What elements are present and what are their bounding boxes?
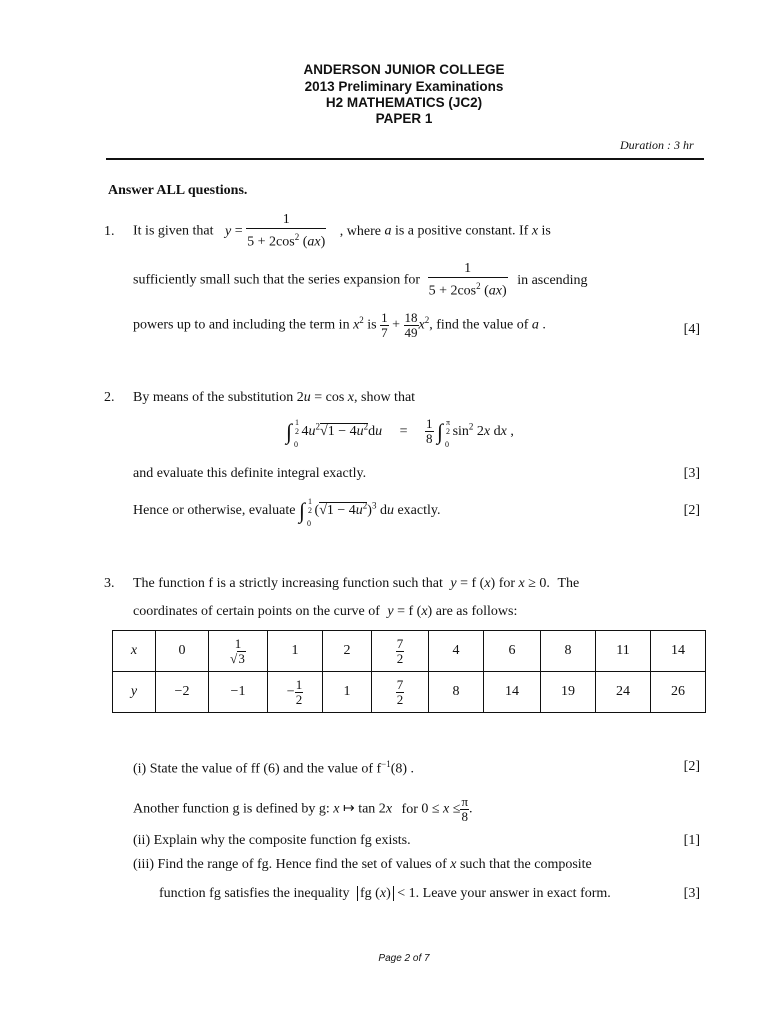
q2-line4: Hence or otherwise, evaluate ∫ 1 2 0 $(√1 - 4u^2)^3$ du exactly.	[133, 497, 441, 528]
table-cell: 14	[651, 631, 706, 672]
table-cell: −1	[209, 672, 268, 713]
q3-line1: The function f is a strictly increasing function such that y = f (x) for x ≥ 0. The	[133, 576, 580, 591]
q3-part-iii: (iii) Find the range of fg. Hence find the set of values of x such that the composite	[133, 857, 592, 872]
page-footer: Page 2 of 7	[378, 953, 430, 964]
q3-number: 3.	[104, 576, 115, 591]
q3-part-ii-mark: [1]	[683, 833, 700, 848]
table-cell: 24	[596, 672, 651, 713]
q1-line2: sufficiently small such that the series expansion for $\frac{1}{5 + 2\cos^2 (ax)}$ in ascending	[133, 261, 588, 299]
exam-title: 2013 Preliminary Examinations	[304, 79, 504, 94]
table-cell: 26	[651, 672, 706, 713]
q3-part-i-mark: [2]	[683, 759, 700, 774]
q1-line1: It is given that y = $\frac{1}{5 + 2\cos^2 (ax)}$ , where a is a positive constant. If x is	[133, 212, 551, 250]
q1-fraction-2: $\frac{1}{5 + 2\cos^2 (ax)}$	[428, 261, 507, 299]
q3-part-ii: (ii) Explain why the composite function fg exists.	[133, 833, 411, 848]
q2-line1: By means of the substitution 2u = cos x, show that	[133, 390, 416, 405]
table-cell: 8	[429, 672, 484, 713]
table-cell: 1	[323, 672, 372, 713]
table-cell: 14	[484, 672, 541, 713]
school-name: ANDERSON JUNIOR COLLEGE	[303, 62, 505, 77]
table-cell: 4	[429, 631, 484, 672]
table-cell: 1	[268, 631, 323, 672]
q2-number: 2.	[104, 390, 115, 405]
table-cell: $\frac{7}{2}$	[372, 672, 429, 713]
table-cell: x	[113, 631, 156, 672]
q1-text: It is given that	[133, 223, 214, 239]
table-row	[113, 672, 706, 713]
table-cell: y	[113, 672, 156, 713]
table-cell: 8	[541, 631, 596, 672]
q1-line3: powers up to and including the term in $x^2$ is $\frac{1}{7}$ + $\frac{18}{49}$ $x^2$, find the value of a .	[133, 310, 546, 340]
header-rule	[106, 158, 704, 160]
q3-line2: coordinates of certain points on the curve of y = f (x) are as follows:	[133, 604, 518, 619]
q2-integral-identity: ∫ 1 2 0 $4u^2√1 - 4u^2du$ = $\frac{1}{8}$ ∫ π 2 0 $\sin^2 2x$ dx ,	[286, 416, 514, 449]
q2-mark2: [2]	[683, 503, 700, 518]
table-cell: −2	[156, 672, 209, 713]
q3-part-iii-line2: function fg satisfies the inequality fg (x) < 1. Leave your answer in exact form.	[159, 886, 611, 901]
duration: Duration : 3 hr	[620, 138, 694, 152]
q2-mark1: [3]	[683, 466, 700, 481]
table-cell: 1 √3	[209, 631, 268, 672]
q2-line3: and evaluate this definite integral exactly.	[133, 466, 367, 481]
instruction: Answer ALL questions.	[108, 183, 248, 198]
table-row	[113, 631, 706, 672]
table-cell: − $\frac{1}{2}$	[268, 672, 323, 713]
table-cell: $\frac{7}{2}$	[372, 631, 429, 672]
q1-mark: [4]	[683, 322, 700, 337]
table-cell: 0	[156, 631, 209, 672]
q3-g-definition: Another function g is defined by g: x ↦ tan 2x for 0 ≤ x ≤ $\frac{\pi}{8}$ .	[133, 794, 473, 824]
table-cell: 11	[596, 631, 651, 672]
table-cell: 2	[323, 631, 372, 672]
paper-title: PAPER 1	[375, 111, 433, 126]
q3-part-i: (i) State the value of ff (6) and the value of $f^{-1}(8)$ .	[133, 759, 415, 777]
values-table	[112, 630, 706, 713]
q3-part-iii-mark: [3]	[683, 886, 700, 901]
table-cell: 6	[484, 631, 541, 672]
table-cell: 19	[541, 672, 596, 713]
subject-title: H2 MATHEMATICS (JC2)	[325, 95, 483, 110]
q1-fraction: $\frac{1}{5 + 2\cos^2 (ax)}$	[247, 212, 326, 250]
q1-number: 1.	[104, 224, 115, 239]
